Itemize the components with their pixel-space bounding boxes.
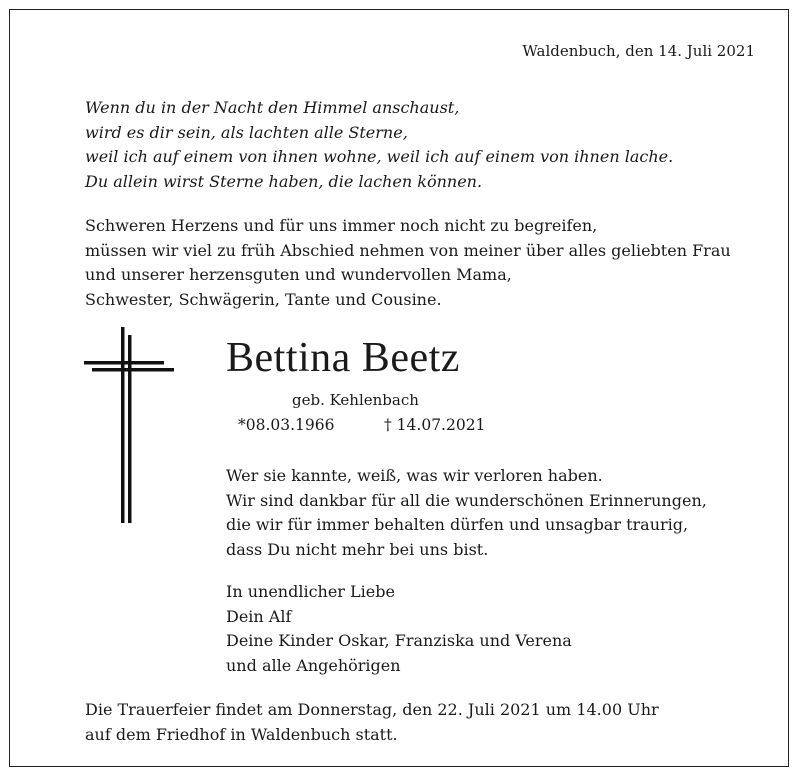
intro-text <box>85 214 731 312</box>
funeral-info <box>85 698 659 747</box>
funeral-line: Die Trauerfeier findet am Donnerstag, den 22. Juli 2021 um 14.00 Uhr <box>85 700 659 719</box>
death-date: † 14.07.2021 <box>384 416 486 434</box>
intro-line: und unserer herzensguten und wundervollen Mama, <box>85 265 512 284</box>
place-date: Waldenbuch, den 14. Juli 2021 <box>522 42 755 60</box>
memorial-line: Wir sind dankbar für all die wunderschönen Erinnerungen, <box>226 490 707 510</box>
signature-block <box>226 580 572 678</box>
memorial-line: die wir für immer behalten dürfen und unsagbar traurig, <box>226 515 689 534</box>
poem-line: wird es dir sein, als lachten alle Sterne, <box>85 122 408 142</box>
intro-line: müssen wir viel zu früh Abschied nehmen von meiner über alles geliebten Frau <box>85 240 731 260</box>
signature-line: Dein Alf <box>226 606 292 626</box>
poem <box>85 96 673 194</box>
maiden-name: geb. Kehlenbach <box>292 391 419 409</box>
signature-line: und alle Angehörigen <box>226 655 401 675</box>
poem-line: Du allein wirst Sterne haben, die lachen können. <box>85 171 483 191</box>
obituary-notice <box>9 9 789 767</box>
intro-line: Schweren Herzens und für uns immer noch nicht zu begreifen, <box>85 216 598 235</box>
signature-line: Deine Kinder Oskar, Franziska und Verena <box>226 631 572 650</box>
memorial-text <box>226 464 707 562</box>
cross-icon <box>84 327 174 523</box>
deceased-name: Bettina Beetz <box>226 335 460 381</box>
memorial-line: dass Du nicht mehr bei uns bist. <box>226 539 489 559</box>
intro-line: Schwester, Schwägerin, Tante und Cousine. <box>85 289 442 309</box>
poem-line: weil ich auf einem von ihnen wohne, weil ich auf einem von ihnen lache. <box>85 147 674 166</box>
poem-line: Wenn du in der Nacht den Himmel anschaust, <box>85 98 460 117</box>
funeral-line: auf dem Friedhof in Waldenbuch statt. <box>85 724 398 744</box>
birth-date: *08.03.1966 <box>238 416 335 434</box>
memorial-line: Wer sie kannte, weiß, was wir verloren haben. <box>226 466 603 485</box>
signature-line: In unendlicher Liebe <box>226 582 395 601</box>
